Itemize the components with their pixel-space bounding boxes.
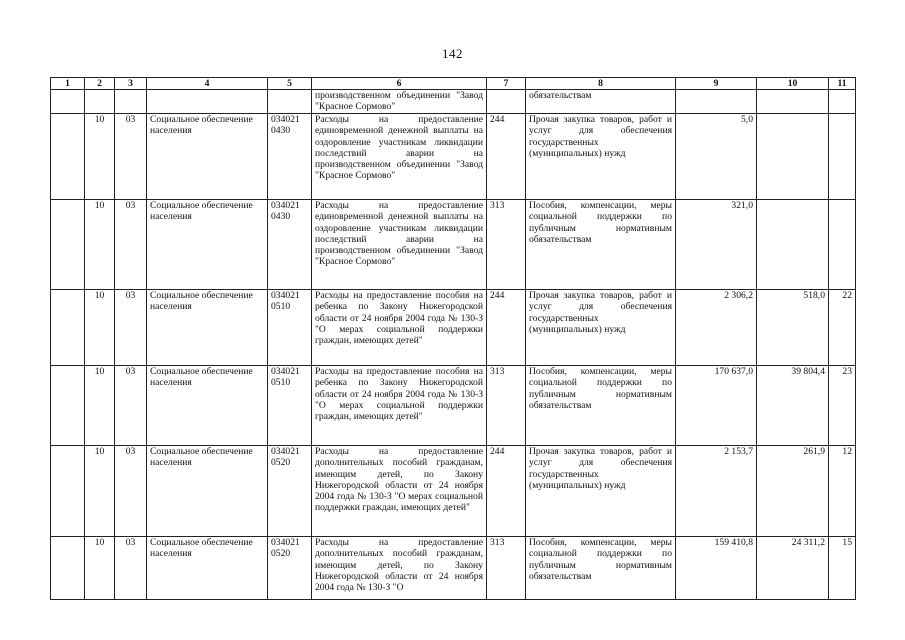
cell-expense-type-name: Прочая закупка товаров, работ и услуг для обеспечения государственных (муниципальных) нужд	[526, 114, 676, 200]
table-row	[51, 366, 856, 446]
cell-section: 10	[85, 290, 115, 366]
cell-section-name: Социальное обеспечение населения	[147, 200, 268, 290]
cell-section-name: Социальное обеспечение населения	[147, 366, 268, 446]
cell-amount-2	[757, 200, 829, 290]
cell-amount: 170 637,0	[676, 366, 757, 446]
cell-target-article: 034021 0510	[268, 290, 312, 366]
cell-amount-2: 261,9	[757, 446, 829, 537]
cell-expense-description: Расходы на предоставление единовременной денежной выплаты на оздоровление участникам ликвидации последствий аварии на производственном объединении "Завод "Красное Сормово"	[312, 114, 487, 200]
table-row	[51, 446, 856, 537]
cell-amount: 321,0	[676, 200, 757, 290]
cell-amount: 2 306,2	[676, 290, 757, 366]
cell-col1	[51, 446, 85, 537]
table-row	[51, 537, 856, 600]
cell-amount-2: 39 804,4	[757, 366, 829, 446]
cell-subsection: 03	[115, 537, 147, 600]
cell-col11	[829, 90, 856, 114]
cell-expense-description: Расходы на предоставление дополнительных пособий гражданам, имеющим детей, по Закону Нижегородской области от 24 ноября 2004 года № 130-З "О	[312, 537, 487, 600]
cell-expense-description: производственном объединении "Завод "Красное Сормово"	[312, 90, 487, 114]
cell-col11: 12	[829, 446, 856, 537]
cell-section	[85, 90, 115, 114]
cell-expense-type-code	[487, 90, 526, 114]
cell-section-name	[147, 90, 268, 114]
column-header: 8	[526, 78, 676, 90]
cell-expense-type-name: Пособия, компенсации, меры социальной поддержки по публичным нормативным обязательствам	[526, 200, 676, 290]
cell-target-article	[268, 90, 312, 114]
cell-col1	[51, 290, 85, 366]
table-row	[51, 90, 856, 114]
table-row	[51, 200, 856, 290]
cell-subsection: 03	[115, 114, 147, 200]
cell-amount: 2 153,7	[676, 446, 757, 537]
cell-expense-type-name: Пособия, компенсации, меры социальной поддержки по публичным нормативным обязательствам	[526, 537, 676, 600]
column-header: 5	[268, 78, 312, 90]
cell-expense-description: Расходы на предоставление пособия на ребенка по Закону Нижегородской области от 24 ноября 2004 года № 130-З "О мерах социальной поддержки граждан, имеющих детей"	[312, 290, 487, 366]
cell-expense-type-code: 313	[487, 537, 526, 600]
cell-section: 10	[85, 446, 115, 537]
cell-col11: 15	[829, 537, 856, 600]
cell-col11	[829, 114, 856, 200]
cell-col1	[51, 90, 85, 114]
cell-expense-description: Расходы на предоставление единовременной денежной выплаты на оздоровление участникам ликвидации последствий аварии на производственном объединении "Завод "Красное Сормово"	[312, 200, 487, 290]
cell-section-name: Социальное обеспечение населения	[147, 537, 268, 600]
column-header: 3	[115, 78, 147, 90]
column-header: 2	[85, 78, 115, 90]
budget-table	[50, 77, 856, 600]
cell-expense-type-code: 313	[487, 200, 526, 290]
column-header: 11	[829, 78, 856, 90]
cell-expense-type-name: Прочая закупка товаров, работ и услуг для обеспечения государственных (муниципальных) нужд	[526, 290, 676, 366]
cell-expense-type-name: Прочая закупка товаров, работ и услуг для обеспечения государственных (муниципальных) нужд	[526, 446, 676, 537]
page-number: 142	[442, 46, 463, 61]
cell-expense-type-code: 313	[487, 366, 526, 446]
cell-subsection: 03	[115, 366, 147, 446]
cell-subsection: 03	[115, 200, 147, 290]
cell-section-name: Социальное обеспечение населения	[147, 114, 268, 200]
column-header: 4	[147, 78, 268, 90]
cell-amount: 5,0	[676, 114, 757, 200]
column-header: 1	[51, 78, 85, 90]
cell-target-article: 034021 0520	[268, 537, 312, 600]
cell-col1	[51, 537, 85, 600]
cell-col11: 22	[829, 290, 856, 366]
cell-section: 10	[85, 114, 115, 200]
cell-amount-2: 24 311,2	[757, 537, 829, 600]
table-row	[51, 290, 856, 366]
cell-amount-2: 518,0	[757, 290, 829, 366]
cell-amount: 159 410,8	[676, 537, 757, 600]
cell-col1	[51, 366, 85, 446]
table-row	[51, 114, 856, 200]
cell-expense-type-code: 244	[487, 446, 526, 537]
cell-section: 10	[85, 366, 115, 446]
cell-expense-description: Расходы на предоставление дополнительных пособий гражданам, имеющим детей, по Закону Нижегородской области от 24 ноября 2004 года № 130-З "О мерах социальной поддержки граждан, имеющих детей"	[312, 446, 487, 537]
cell-subsection: 03	[115, 290, 147, 366]
cell-section-name: Социальное обеспечение населения	[147, 446, 268, 537]
cell-target-article: 034021 0520	[268, 446, 312, 537]
cell-amount	[676, 90, 757, 114]
cell-target-article: 034021 0510	[268, 366, 312, 446]
column-header: 9	[676, 78, 757, 90]
cell-col11: 23	[829, 366, 856, 446]
cell-expense-type-code: 244	[487, 290, 526, 366]
column-header: 6	[312, 78, 487, 90]
cell-section: 10	[85, 200, 115, 290]
cell-expense-type-name: Пособия, компенсации, меры социальной поддержки по публичным нормативным обязательствам	[526, 366, 676, 446]
column-header: 10	[757, 78, 829, 90]
column-header: 7	[487, 78, 526, 90]
cell-col1	[51, 200, 85, 290]
cell-target-article: 034021 0430	[268, 114, 312, 200]
cell-expense-type-name: обязательствам	[526, 90, 676, 114]
cell-expense-description: Расходы на предоставление пособия на ребенка по Закону Нижегородской области от 24 ноября 2004 года № 130-З "О мерах социальной поддержки граждан, имеющих детей"	[312, 366, 487, 446]
cell-subsection	[115, 90, 147, 114]
table-header-row	[51, 78, 856, 90]
cell-section: 10	[85, 537, 115, 600]
cell-col1	[51, 114, 85, 200]
cell-target-article: 034021 0430	[268, 200, 312, 290]
cell-subsection: 03	[115, 446, 147, 537]
cell-expense-type-code: 244	[487, 114, 526, 200]
cell-amount-2	[757, 90, 829, 114]
cell-section-name: Социальное обеспечение населения	[147, 290, 268, 366]
cell-col11	[829, 200, 856, 290]
cell-amount-2	[757, 114, 829, 200]
